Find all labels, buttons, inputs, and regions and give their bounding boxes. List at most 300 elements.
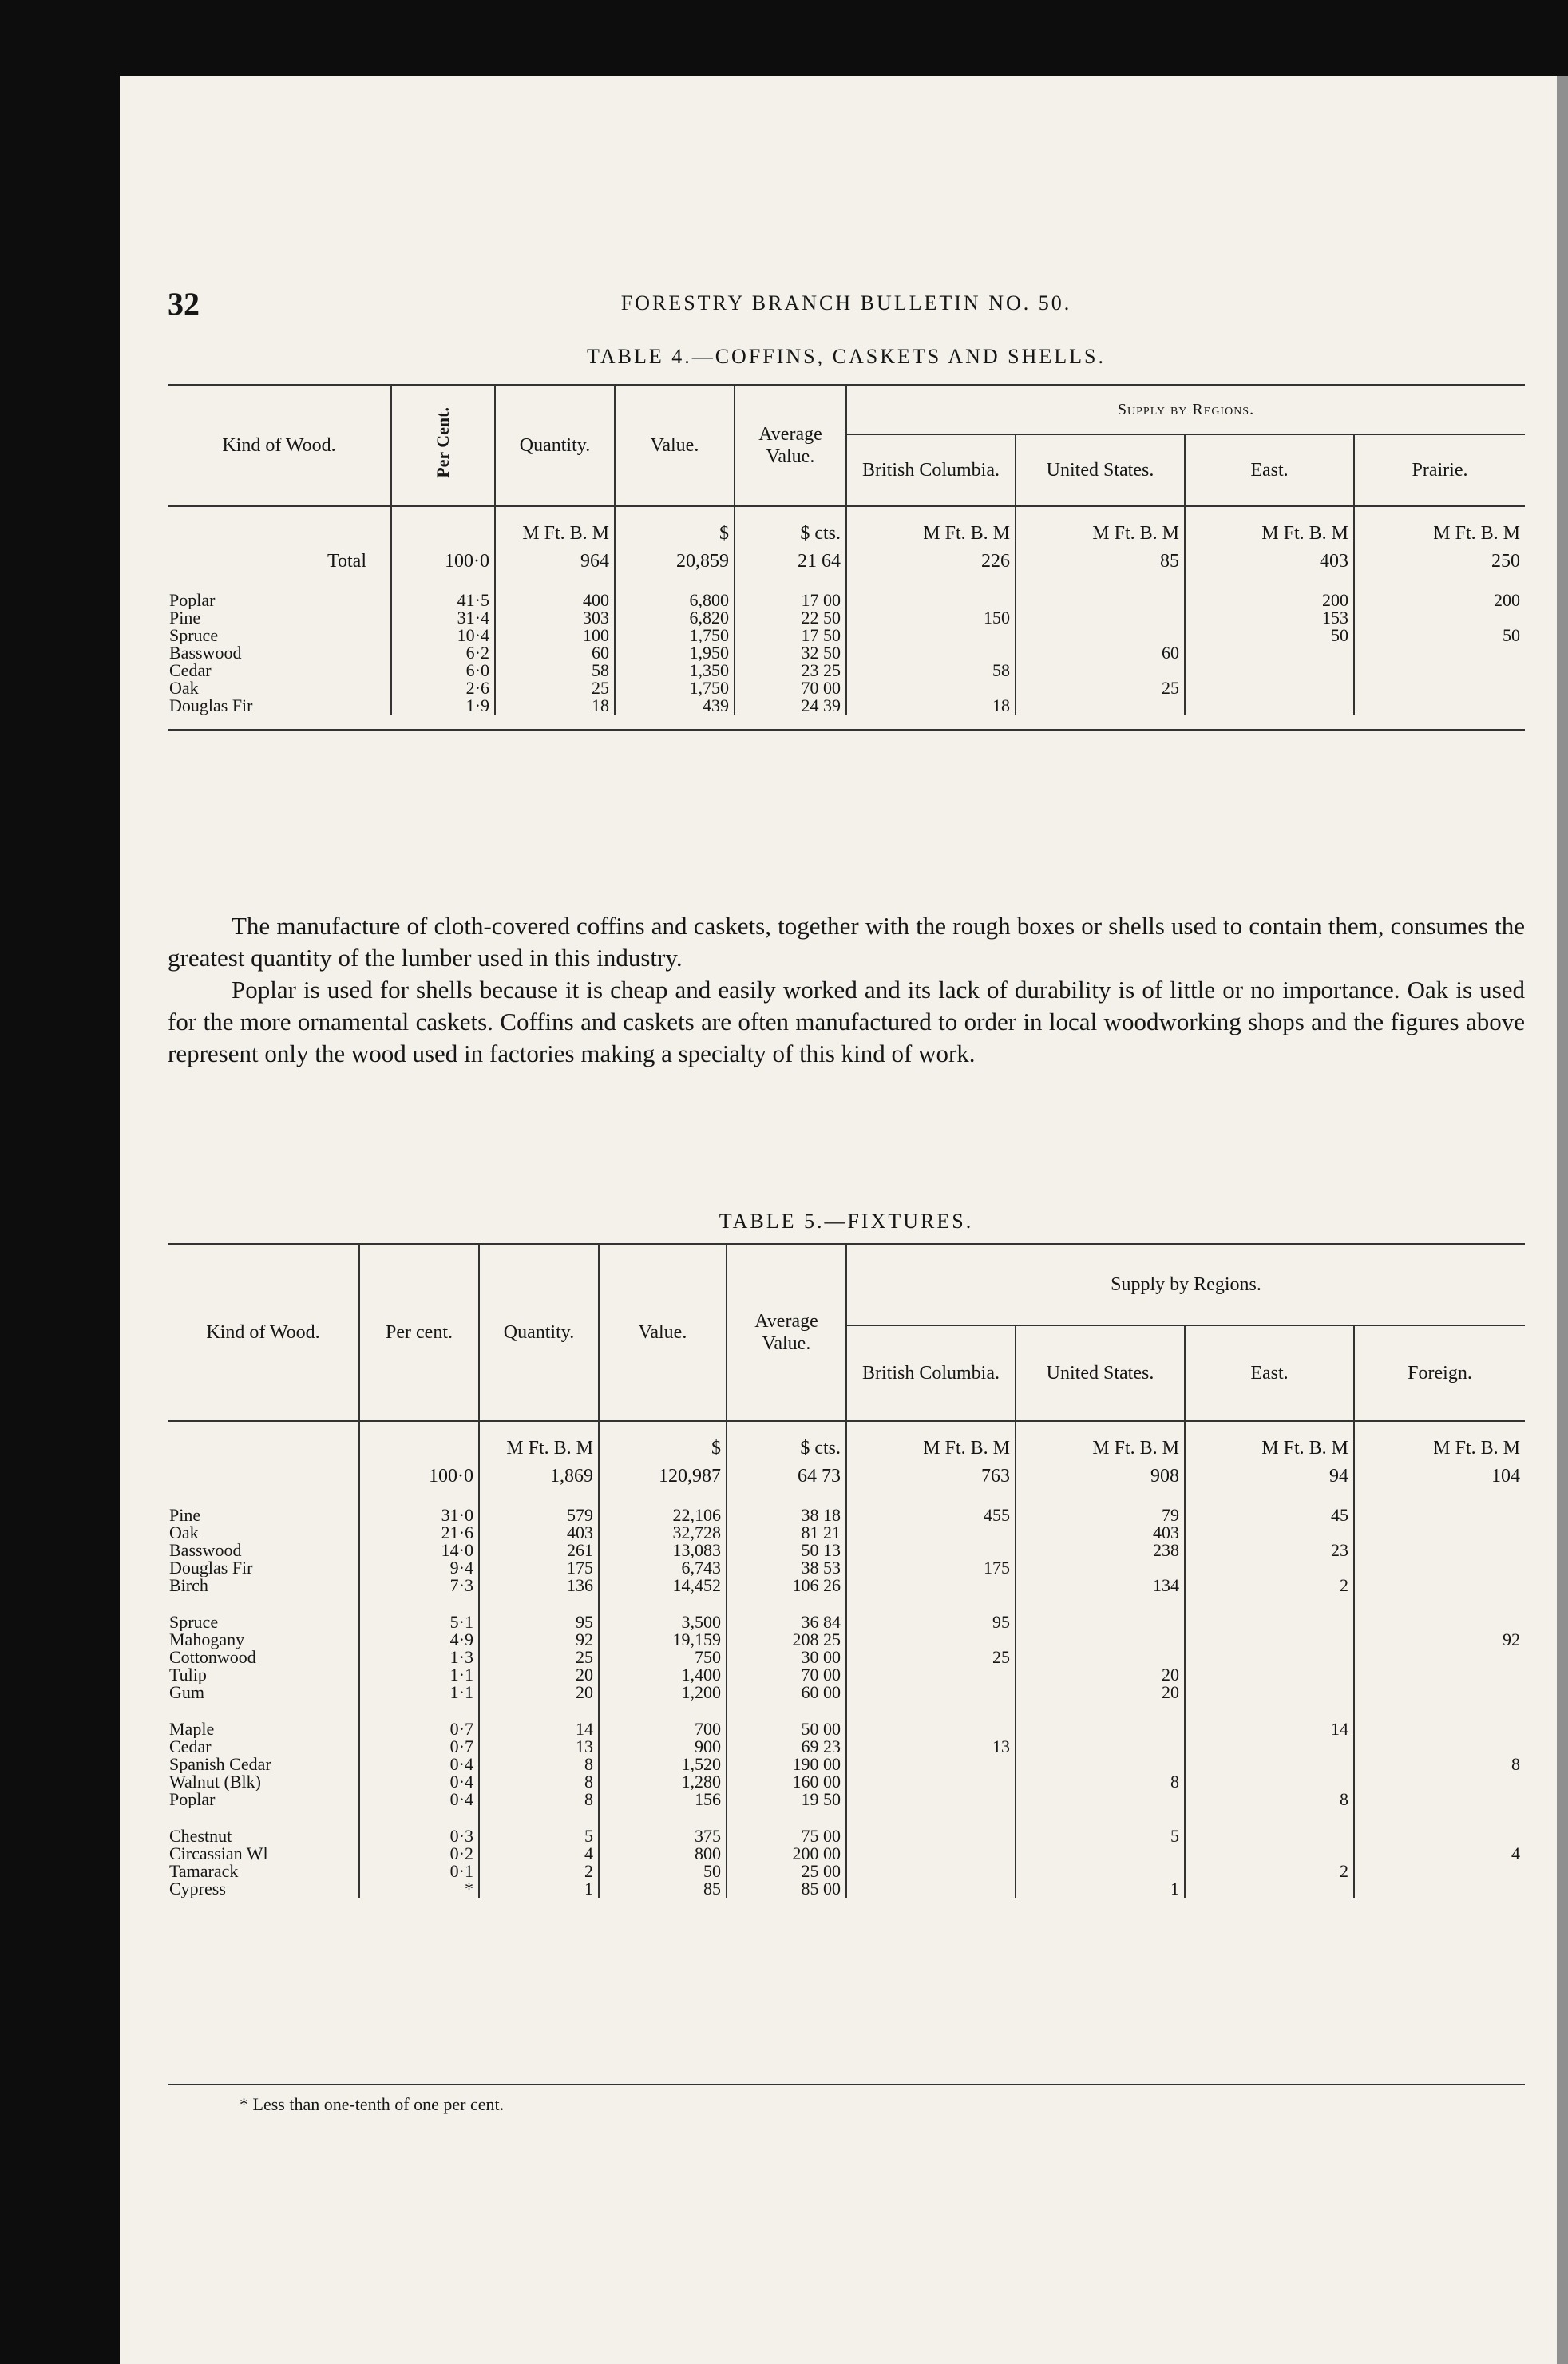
row-per-cent: 7·3 <box>359 1577 479 1594</box>
row-kind: Spruce <box>169 1612 219 1631</box>
row-value: 1,280 <box>599 1773 727 1791</box>
row-foreign <box>1354 1701 1525 1738</box>
row-bc <box>846 1542 1016 1559</box>
row-east <box>1185 1631 1354 1649</box>
row-quantity: 20 <box>479 1666 599 1684</box>
row-per-cent: 10·4 <box>391 627 495 644</box>
row-kind: Cedar <box>169 662 212 679</box>
row-per-cent: 0·4 <box>359 1756 479 1773</box>
row-per-cent: 2·6 <box>391 679 495 697</box>
t4-header-bc: British Columbia. <box>846 434 1016 506</box>
table-row <box>168 1845 1525 1863</box>
row-bc <box>846 627 1016 644</box>
t5-total-cell: 908 <box>1016 1466 1185 1507</box>
row-bc <box>846 1808 1016 1845</box>
row-kind: Cottonwood <box>169 1649 256 1666</box>
row-us <box>1016 627 1185 644</box>
row-kind: Oak <box>169 679 199 697</box>
row-average: 25 00 <box>727 1863 846 1880</box>
row-foreign: 4 <box>1354 1845 1525 1863</box>
row-us: 20 <box>1016 1666 1185 1684</box>
row-foreign <box>1354 1880 1525 1898</box>
table-row <box>168 1542 1525 1559</box>
table4 <box>168 384 1525 731</box>
row-kind: Poplar <box>169 1791 216 1808</box>
row-us <box>1016 697 1185 715</box>
t5-header-quantity: Quantity. <box>479 1244 599 1421</box>
row-bc: 13 <box>846 1738 1016 1756</box>
t4-header-east: East. <box>1185 434 1354 506</box>
row-quantity: 14 <box>479 1701 599 1738</box>
row-quantity: 18 <box>495 697 615 715</box>
row-per-cent: 9·4 <box>359 1559 479 1577</box>
t5-header-average: Average Value. <box>727 1244 846 1421</box>
row-bc: 95 <box>846 1594 1016 1631</box>
row-value: 1,520 <box>599 1756 727 1773</box>
row-us: 60 <box>1016 644 1185 662</box>
t4-total-cell: 250 <box>1354 551 1525 592</box>
table-row <box>168 1808 1525 1845</box>
table-row <box>168 1701 1525 1738</box>
row-quantity: 25 <box>495 679 615 697</box>
row-value: 13,083 <box>599 1542 727 1559</box>
t5-unit: $ cts. <box>727 1421 846 1466</box>
row-bc: 18 <box>846 697 1016 715</box>
row-average: 36 84 <box>727 1594 846 1631</box>
row-us <box>1016 1649 1185 1666</box>
row-quantity: 58 <box>495 662 615 679</box>
t4-header-us: United States. <box>1016 434 1185 506</box>
row-average: 50 00 <box>727 1701 846 1738</box>
t4-total-cell: 20,859 <box>615 551 735 592</box>
table-row <box>168 1880 1525 1898</box>
row-value: 32,728 <box>599 1524 727 1542</box>
row-prairie <box>1354 697 1525 715</box>
row-quantity: 100 <box>495 627 615 644</box>
table5-title: TABLE 5.—FIXTURES. <box>719 1210 974 1233</box>
row-per-cent: 0·3 <box>359 1808 479 1845</box>
row-quantity: 95 <box>479 1594 599 1631</box>
t5-header-bc: British Columbia. <box>846 1325 1016 1421</box>
row-east <box>1185 1808 1354 1845</box>
row-foreign <box>1354 1738 1525 1756</box>
row-kind: Spruce <box>169 627 219 644</box>
row-average: 32 50 <box>735 644 846 662</box>
row-us <box>1016 1863 1185 1880</box>
paragraph: The manufacture of cloth-covered coffins and caskets, together with the rough boxes or shells used to contain them, consumes the greatest quantity of the lumber used in this industry. <box>168 912 1525 972</box>
row-value: 1,950 <box>615 644 735 662</box>
row-per-cent: 0·4 <box>359 1773 479 1791</box>
row-value: 800 <box>599 1845 727 1863</box>
t4-unit: $ cts. <box>735 506 846 551</box>
row-value: 22,106 <box>599 1507 727 1524</box>
row-value: 6,800 <box>615 592 735 609</box>
row-average: 38 53 <box>727 1559 846 1577</box>
row-per-cent: 0·2 <box>359 1845 479 1863</box>
row-value: 1,200 <box>599 1684 727 1701</box>
row-kind: Circassian Wl <box>169 1845 268 1863</box>
row-average: 23 25 <box>735 662 846 679</box>
row-kind: Birch <box>169 1577 208 1594</box>
row-per-cent: 31·0 <box>359 1507 479 1524</box>
row-east: 8 <box>1185 1791 1354 1808</box>
row-value: 750 <box>599 1649 727 1666</box>
row-us: 1 <box>1016 1880 1185 1898</box>
t5-header-supply: Supply by Regions. <box>846 1244 1525 1325</box>
table-row <box>168 609 1525 627</box>
table-row <box>168 1684 1525 1701</box>
bottom-rule <box>168 2084 1525 2085</box>
row-average: 160 00 <box>727 1773 846 1791</box>
row-average: 24 39 <box>735 697 846 715</box>
row-kind: Pine <box>169 1507 201 1524</box>
row-average: 70 00 <box>727 1666 846 1684</box>
row-foreign <box>1354 1863 1525 1880</box>
t4-header-kind: Kind of Wood. <box>168 385 391 506</box>
row-prairie <box>1354 679 1525 697</box>
row-kind: Walnut (Blk) <box>169 1773 261 1791</box>
t5-unit: M Ft. B. M <box>1185 1421 1354 1466</box>
t4-unit: M Ft. B. M <box>846 506 1016 551</box>
t4-header-average: Average Value. <box>735 385 846 506</box>
t5-unit: M Ft. B. M <box>1016 1421 1185 1466</box>
row-east <box>1185 679 1354 697</box>
t5-header-kind: Kind of Wood. <box>168 1244 359 1421</box>
table-row <box>168 1594 1525 1631</box>
row-east <box>1185 662 1354 679</box>
table-row <box>168 1649 1525 1666</box>
row-foreign <box>1354 1577 1525 1594</box>
row-east: 45 <box>1185 1507 1354 1524</box>
row-quantity: 400 <box>495 592 615 609</box>
t5-unit: M Ft. B. M <box>1354 1421 1525 1466</box>
row-per-cent: 1·3 <box>359 1649 479 1666</box>
row-us <box>1016 1701 1185 1738</box>
row-quantity: 579 <box>479 1507 599 1524</box>
row-quantity: 303 <box>495 609 615 627</box>
row-kind: Gum <box>169 1684 204 1701</box>
row-us <box>1016 1756 1185 1773</box>
row-quantity: 2 <box>479 1863 599 1880</box>
row-us <box>1016 609 1185 627</box>
row-prairie: 200 <box>1354 592 1525 609</box>
row-east <box>1185 1880 1354 1898</box>
t4-header-quantity: Quantity. <box>495 385 615 506</box>
t5-total-cell: 94 <box>1185 1466 1354 1507</box>
row-per-cent: 14·0 <box>359 1542 479 1559</box>
t4-total-cell: 85 <box>1016 551 1185 592</box>
t4-total-cell: 226 <box>846 551 1016 592</box>
row-bc: 175 <box>846 1559 1016 1577</box>
row-foreign: 8 <box>1354 1756 1525 1773</box>
t4-unit: M Ft. B. M <box>1354 506 1525 551</box>
table4-title: TABLE 4.—COFFINS, CASKETS AND SHELLS. <box>587 345 1106 368</box>
row-us <box>1016 1738 1185 1756</box>
row-us <box>1016 1845 1185 1863</box>
table-row <box>168 1791 1525 1808</box>
t4-header-per-cent: Per Cent. <box>391 385 495 506</box>
row-per-cent: 6·0 <box>391 662 495 679</box>
row-value: 900 <box>599 1738 727 1756</box>
t5-total-cell: 64 73 <box>727 1466 846 1507</box>
row-average: 17 50 <box>735 627 846 644</box>
table-row <box>168 627 1525 644</box>
row-east <box>1185 1524 1354 1542</box>
row-prairie <box>1354 644 1525 662</box>
row-bc: 58 <box>846 662 1016 679</box>
row-bc <box>846 1666 1016 1684</box>
t4-rows <box>168 592 1525 715</box>
table-row <box>168 1507 1525 1524</box>
row-us: 20 <box>1016 1684 1185 1701</box>
row-quantity: 8 <box>479 1756 599 1773</box>
row-bc <box>846 1845 1016 1863</box>
row-average: 81 21 <box>727 1524 846 1542</box>
row-kind: Tulip <box>169 1666 207 1684</box>
t5-unit: M Ft. B. M <box>846 1421 1016 1466</box>
row-bc <box>846 1524 1016 1542</box>
paragraph: Poplar is used for shells because it is cheap and easily worked and its lack of durability is of little or no importance. Oak is used for the more ornamental caskets. Coffins and caskets are often manufactured to order in local woodworking shops and the figures above represent only the wood used in factories making a specialty of this kind of work. <box>168 976 1525 1067</box>
row-average: 17 00 <box>735 592 846 609</box>
row-bc: 25 <box>846 1649 1016 1666</box>
row-east: 50 <box>1185 627 1354 644</box>
row-value: 1,750 <box>615 627 735 644</box>
row-kind: Basswood <box>169 1542 242 1559</box>
row-bc <box>846 1577 1016 1594</box>
row-per-cent: 0·1 <box>359 1863 479 1880</box>
row-average: 75 00 <box>727 1808 846 1845</box>
t4-total-cell: 100·0 <box>391 551 495 592</box>
row-bc <box>846 644 1016 662</box>
row-value: 6,820 <box>615 609 735 627</box>
page-edge <box>1557 76 1568 2364</box>
row-per-cent: 5·1 <box>359 1594 479 1631</box>
row-bc <box>846 1684 1016 1701</box>
row-east: 200 <box>1185 592 1354 609</box>
row-per-cent: 1·9 <box>391 697 495 715</box>
row-per-cent: 1·1 <box>359 1666 479 1684</box>
row-bc <box>846 1863 1016 1880</box>
t4-total-cell: 21 64 <box>735 551 846 592</box>
row-east <box>1185 644 1354 662</box>
row-east <box>1185 1756 1354 1773</box>
row-kind: Chestnut <box>169 1826 232 1845</box>
t4-unit: $ <box>615 506 735 551</box>
row-value: 3,500 <box>599 1594 727 1631</box>
table-row <box>168 592 1525 609</box>
row-value: 19,159 <box>599 1631 727 1649</box>
row-bc: 455 <box>846 1507 1016 1524</box>
row-foreign <box>1354 1791 1525 1808</box>
row-east <box>1185 1666 1354 1684</box>
table-row <box>168 662 1525 679</box>
row-kind: Poplar <box>169 592 216 609</box>
row-average: 38 18 <box>727 1507 846 1524</box>
t4-total-label: Total <box>327 551 366 572</box>
row-value: 1,400 <box>599 1666 727 1684</box>
row-foreign <box>1354 1649 1525 1666</box>
t5-header-value: Value. <box>599 1244 727 1421</box>
row-quantity: 175 <box>479 1559 599 1577</box>
row-quantity: 261 <box>479 1542 599 1559</box>
row-value: 156 <box>599 1791 727 1808</box>
table-row <box>168 1631 1525 1649</box>
row-value: 6,743 <box>599 1559 727 1577</box>
t4-total-cell: 403 <box>1185 551 1354 592</box>
t4-header-value: Value. <box>615 385 735 506</box>
row-per-cent: 4·9 <box>359 1631 479 1649</box>
row-us <box>1016 1594 1185 1631</box>
t5-header-east: East. <box>1185 1325 1354 1421</box>
row-bc <box>846 592 1016 609</box>
row-average: 30 00 <box>727 1649 846 1666</box>
row-quantity: 8 <box>479 1773 599 1791</box>
row-us: 238 <box>1016 1542 1185 1559</box>
t5-total-cell: 1,869 <box>479 1466 599 1507</box>
row-kind: Oak <box>169 1524 199 1542</box>
row-east: 2 <box>1185 1577 1354 1594</box>
t4-unit: M Ft. B. M <box>1185 506 1354 551</box>
row-per-cent: 6·2 <box>391 644 495 662</box>
row-value: 85 <box>599 1880 727 1898</box>
row-average: 208 25 <box>727 1631 846 1649</box>
row-kind: Cedar <box>169 1738 212 1756</box>
row-foreign <box>1354 1684 1525 1701</box>
running-head: FORESTRY BRANCH BULLETIN NO. 50. <box>620 291 1072 315</box>
row-quantity: 92 <box>479 1631 599 1649</box>
table5 <box>168 1243 1525 1898</box>
row-quantity: 5 <box>479 1808 599 1845</box>
row-foreign <box>1354 1524 1525 1542</box>
t5-header-per-cent: Per cent. <box>359 1244 479 1421</box>
bulletin-page <box>120 76 1557 2364</box>
row-bc <box>846 1773 1016 1791</box>
row-per-cent: 0·4 <box>359 1791 479 1808</box>
row-us <box>1016 1631 1185 1649</box>
row-per-cent: 41·5 <box>391 592 495 609</box>
row-average: 22 50 <box>735 609 846 627</box>
table-row <box>168 1524 1525 1542</box>
row-foreign: 92 <box>1354 1631 1525 1649</box>
table-row <box>168 1756 1525 1773</box>
row-east <box>1185 1594 1354 1631</box>
t5-total-cell: 763 <box>846 1466 1016 1507</box>
row-us: 25 <box>1016 679 1185 697</box>
page-number: 32 <box>168 286 200 322</box>
row-average: 60 00 <box>727 1684 846 1701</box>
table-row <box>168 644 1525 662</box>
row-prairie: 50 <box>1354 627 1525 644</box>
row-east <box>1185 1845 1354 1863</box>
row-kind: Tamarack <box>169 1863 239 1880</box>
row-quantity: 13 <box>479 1738 599 1756</box>
row-bc <box>846 1880 1016 1898</box>
row-average: 69 23 <box>727 1738 846 1756</box>
row-quantity: 1 <box>479 1880 599 1898</box>
row-kind: Douglas Fir <box>169 1559 253 1577</box>
t4-header-prairie: Prairie. <box>1354 434 1525 506</box>
row-average: 85 00 <box>727 1880 846 1898</box>
row-kind: Mahogany <box>169 1631 245 1649</box>
row-east <box>1185 1738 1354 1756</box>
row-us: 134 <box>1016 1577 1185 1594</box>
row-prairie <box>1354 662 1525 679</box>
row-average: 50 13 <box>727 1542 846 1559</box>
row-average: 70 00 <box>735 679 846 697</box>
row-prairie <box>1354 609 1525 627</box>
row-foreign <box>1354 1559 1525 1577</box>
table-row <box>168 1577 1525 1594</box>
row-per-cent: 0·7 <box>359 1701 479 1738</box>
table-row <box>168 679 1525 697</box>
row-east: 153 <box>1185 609 1354 627</box>
row-us <box>1016 662 1185 679</box>
t5-header-foreign: Foreign. <box>1354 1325 1525 1421</box>
t5-unit: M Ft. B. M <box>479 1421 599 1466</box>
row-value: 50 <box>599 1863 727 1880</box>
t5-rows <box>168 1507 1525 1898</box>
row-average: 19 50 <box>727 1791 846 1808</box>
t5-total-cell: 100·0 <box>359 1466 479 1507</box>
t4-total-cell: 964 <box>495 551 615 592</box>
t5-header-us: United States. <box>1016 1325 1185 1421</box>
table-row <box>168 1773 1525 1791</box>
row-foreign <box>1354 1542 1525 1559</box>
row-us: 403 <box>1016 1524 1185 1542</box>
row-east <box>1185 1649 1354 1666</box>
row-bc <box>846 1791 1016 1808</box>
row-quantity: 403 <box>479 1524 599 1542</box>
row-value: 439 <box>615 697 735 715</box>
footnote: * Less than one-tenth of one per cent. <box>240 2094 505 2114</box>
row-per-cent: 1·1 <box>359 1684 479 1701</box>
row-us: 79 <box>1016 1507 1185 1524</box>
row-kind: Pine <box>169 609 201 627</box>
row-bc: 150 <box>846 609 1016 627</box>
t5-total-cell: 120,987 <box>599 1466 727 1507</box>
row-per-cent: 21·6 <box>359 1524 479 1542</box>
row-east: 2 <box>1185 1863 1354 1880</box>
row-kind: Spanish Cedar <box>169 1756 271 1773</box>
table-row <box>168 1738 1525 1756</box>
row-kind: Douglas Fir <box>169 697 253 715</box>
row-kind: Maple <box>169 1719 215 1738</box>
row-east <box>1185 1773 1354 1791</box>
t4-header-supply: Supply by Regions. <box>846 385 1525 434</box>
row-bc <box>846 1756 1016 1773</box>
row-quantity: 20 <box>479 1684 599 1701</box>
row-quantity: 8 <box>479 1791 599 1808</box>
row-per-cent: * <box>359 1880 479 1898</box>
row-east: 14 <box>1185 1701 1354 1738</box>
row-quantity: 136 <box>479 1577 599 1594</box>
row-east <box>1185 697 1354 715</box>
row-us: 8 <box>1016 1773 1185 1791</box>
row-value: 1,750 <box>615 679 735 697</box>
row-east <box>1185 1559 1354 1577</box>
row-foreign <box>1354 1773 1525 1791</box>
row-quantity: 4 <box>479 1845 599 1863</box>
row-kind: Basswood <box>169 644 242 662</box>
body-text <box>168 910 1525 1070</box>
row-value: 1,350 <box>615 662 735 679</box>
row-average: 190 00 <box>727 1756 846 1773</box>
table-row <box>168 1666 1525 1684</box>
row-foreign <box>1354 1507 1525 1524</box>
row-east: 23 <box>1185 1542 1354 1559</box>
row-value: 375 <box>599 1808 727 1845</box>
row-bc <box>846 1631 1016 1649</box>
